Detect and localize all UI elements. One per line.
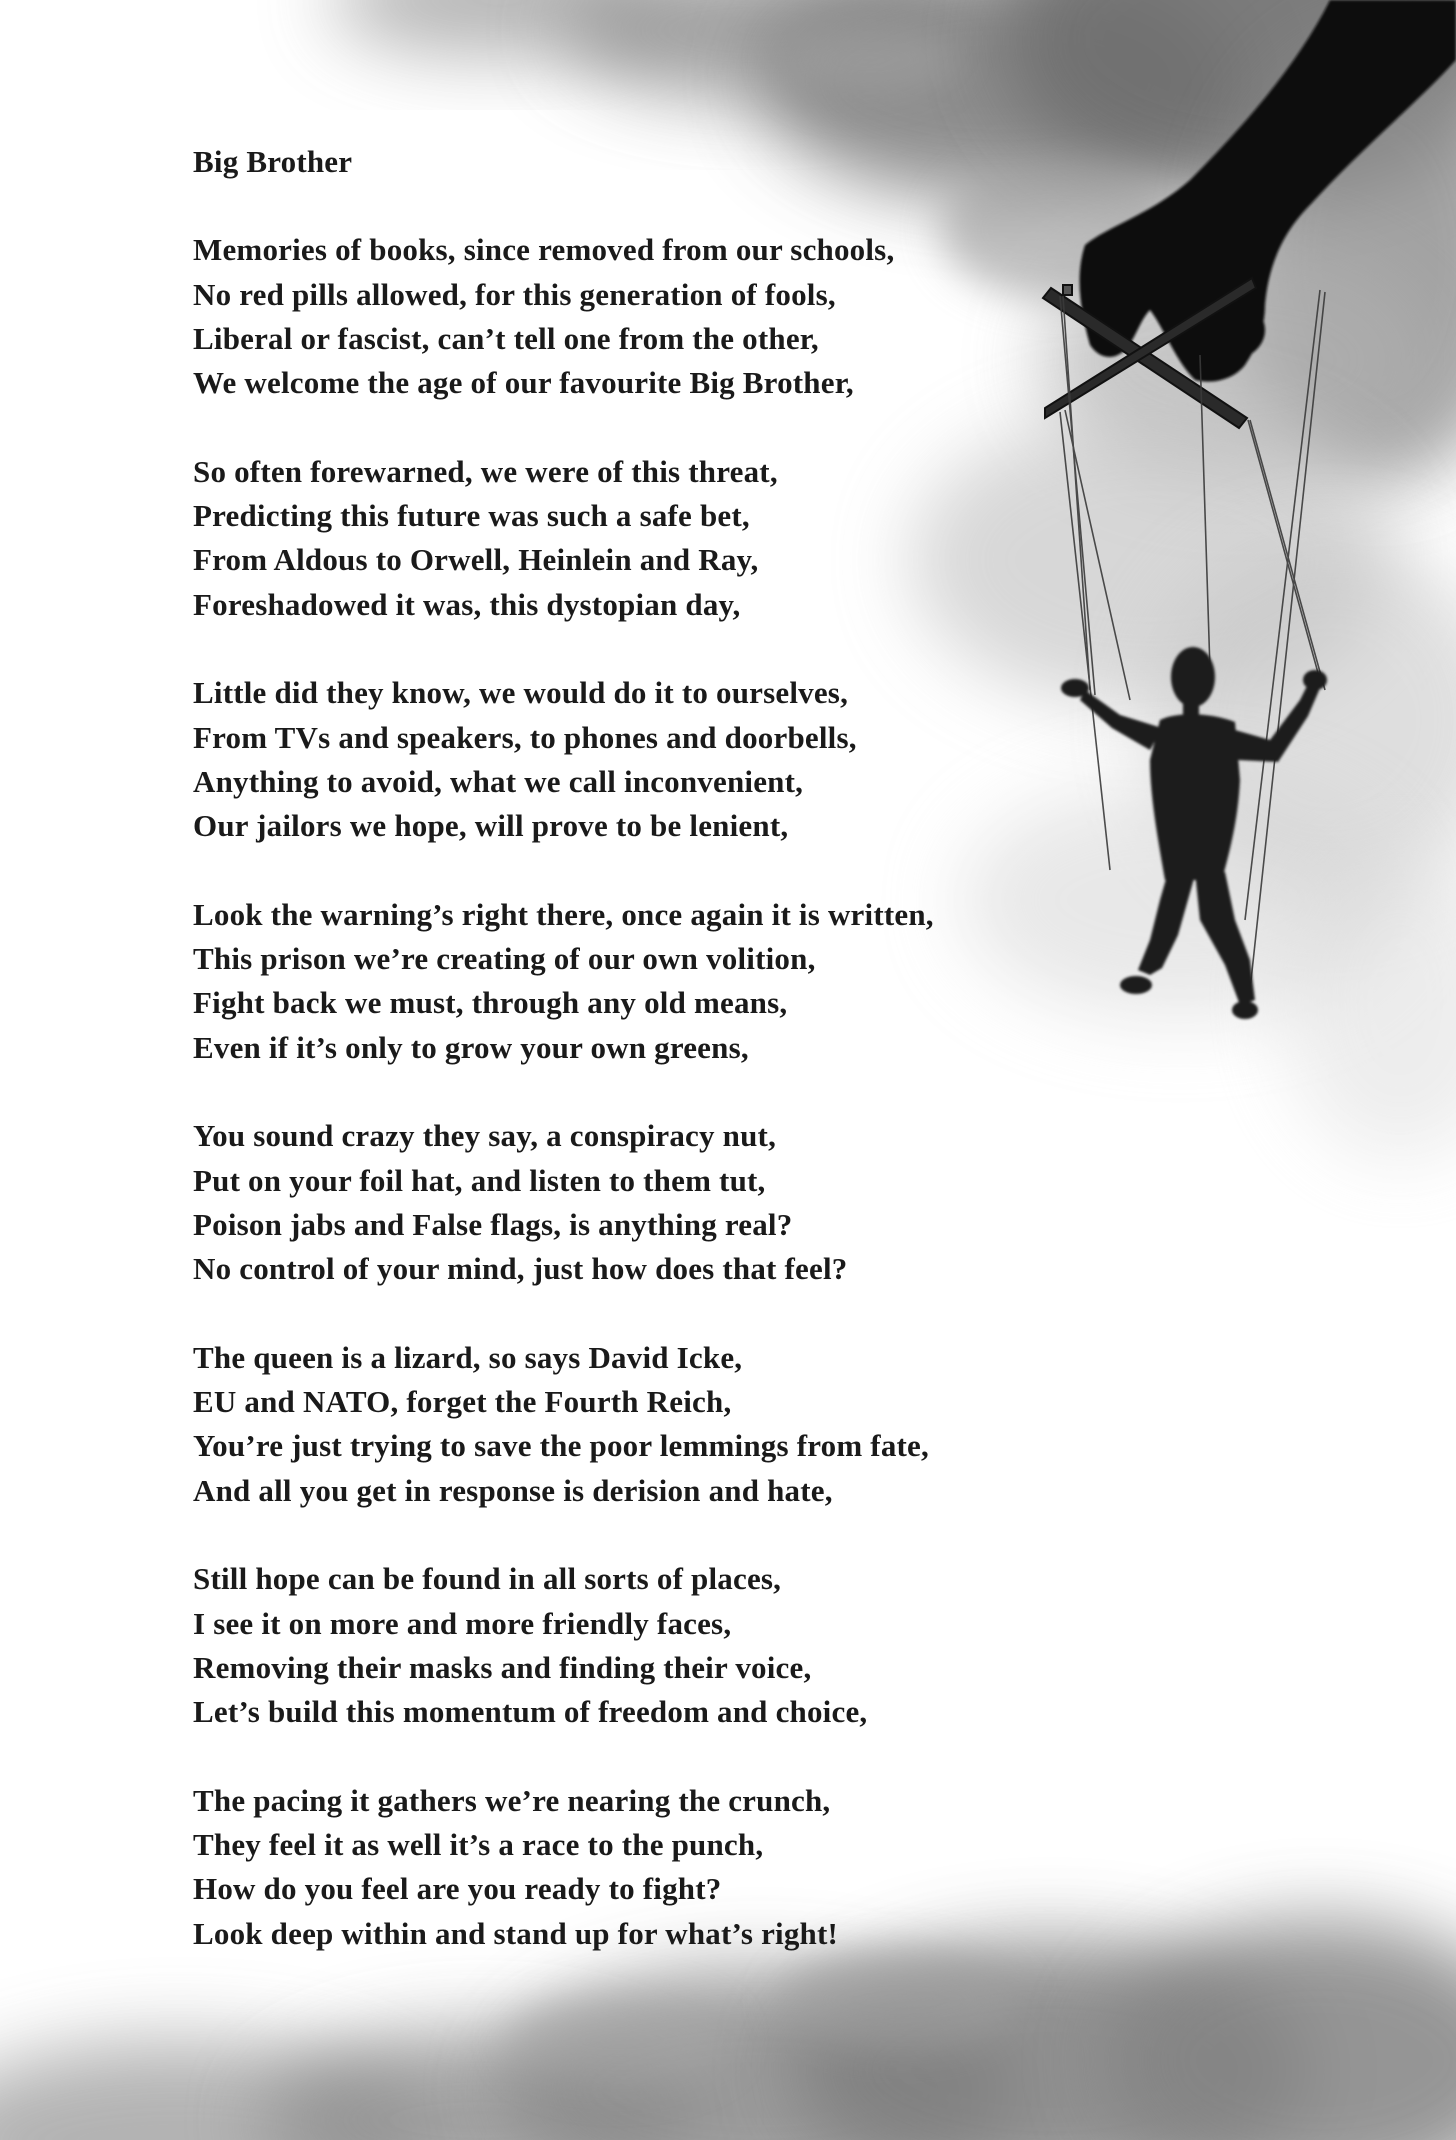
poem-line: From Aldous to Orwell, Heinlein and Ray, — [193, 542, 759, 578]
poem-line: And all you get in response is derision and hate, — [193, 1472, 833, 1508]
poem-line: No red pills allowed, for this generation of fools, — [193, 276, 836, 312]
stanza-2 — [193, 450, 1093, 627]
poem-line: So often forewarned, we were of this threat, — [193, 453, 778, 489]
stanza-1 — [193, 228, 1093, 405]
stanza-3 — [193, 671, 1093, 848]
poem-line: Anything to avoid, what we call inconvenient, — [193, 763, 804, 799]
poem-line: EU and NATO, forget the Fourth Reich, — [193, 1384, 732, 1420]
poem-line: Let’s build this momentum of freedom and choice, — [193, 1694, 868, 1730]
poem-line: Even if it’s only to grow your own greens, — [193, 1029, 749, 1065]
poem-line: You sound crazy they say, a conspiracy nut, — [193, 1118, 777, 1154]
poem-line: Predicting this future was such a safe bet, — [193, 498, 750, 534]
stanza-4 — [193, 893, 1093, 1070]
stanza-6 — [193, 1336, 1093, 1513]
poem-line: Foreshadowed it was, this dystopian day, — [193, 586, 741, 622]
poem-line: Poison jabs and False flags, is anything real? — [193, 1206, 793, 1242]
poem-line: Memories of books, since removed from our schools, — [193, 232, 895, 268]
poem-line: Put on your foil hat, and listen to them tut, — [193, 1162, 766, 1198]
poem-line: Removing their masks and finding their voice, — [193, 1649, 812, 1685]
poem-line: How do you feel are you ready to fight? — [193, 1871, 722, 1907]
poem-line: Our jailors we hope, will prove to be lenient, — [193, 808, 789, 844]
poem-line: I see it on more and more friendly faces, — [193, 1605, 732, 1641]
poem-line: No control of your mind, just how does that feel? — [193, 1251, 848, 1287]
poem-line: Still hope can be found in all sorts of places, — [193, 1561, 782, 1597]
stanza-7 — [193, 1557, 1093, 1734]
poem-title: Big Brother — [193, 144, 353, 179]
poem-line: Liberal or fascist, can’t tell one from the other, — [193, 320, 819, 356]
poem-line: The queen is a lizard, so says David Icke, — [193, 1339, 743, 1375]
poem-line: From TVs and speakers, to phones and doorbells, — [193, 719, 857, 755]
stanza-8 — [193, 1779, 1093, 1956]
poem-line: The pacing it gathers we’re nearing the crunch, — [193, 1782, 831, 1818]
poem-line: Little did they know, we would do it to ourselves, — [193, 675, 849, 711]
poem-line: Look deep within and stand up for what’s right! — [193, 1915, 839, 1951]
poem — [193, 140, 1093, 2000]
stanza-5 — [193, 1114, 1093, 1291]
poem-line: This prison we’re creating of our own volition, — [193, 941, 816, 977]
poem-line: Fight back we must, through any old means, — [193, 985, 788, 1021]
poem-line: We welcome the age of our favourite Big Brother, — [193, 365, 854, 401]
poem-line: They feel it as well it’s a race to the punch, — [193, 1826, 764, 1862]
poem-line: You’re just trying to save the poor lemmings from fate, — [193, 1428, 929, 1464]
poem-line: Look the warning’s right there, once again it is written, — [193, 896, 934, 932]
